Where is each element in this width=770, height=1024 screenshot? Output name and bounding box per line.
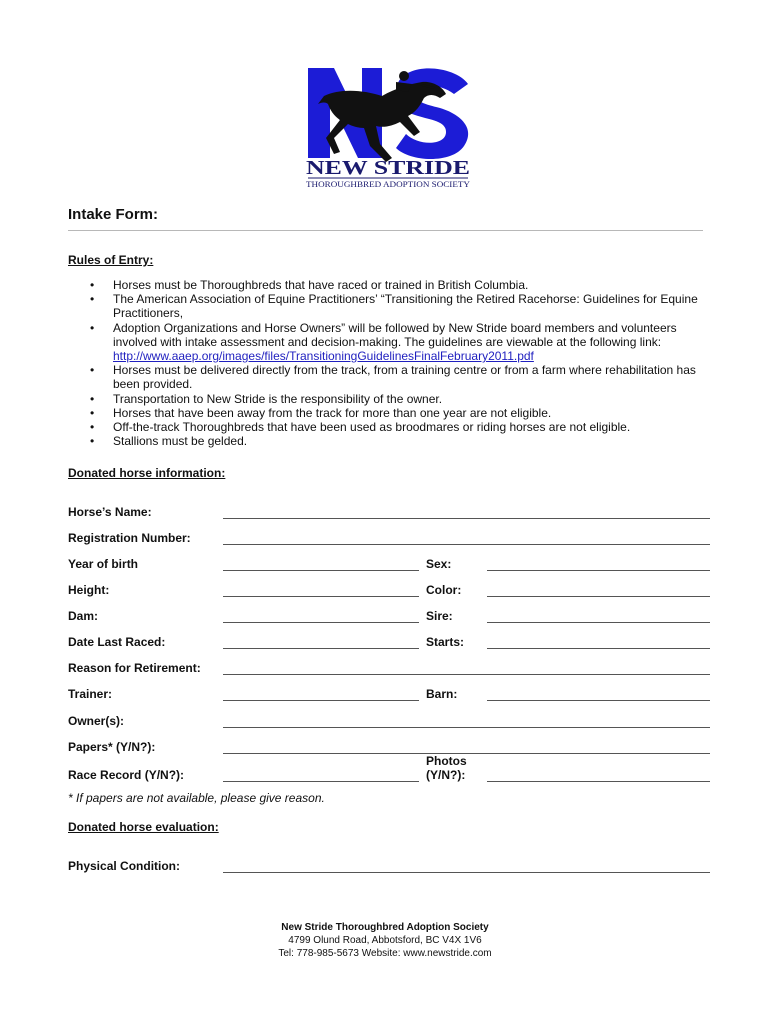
dam-field[interactable] <box>223 622 419 623</box>
new-stride-logo <box>300 62 476 190</box>
year-of-birth-label: Year of birth <box>68 557 139 571</box>
papers-note: * If papers are not available, please give reason. <box>68 791 325 805</box>
footer-org-name: New Stride Thoroughbred Adoption Society <box>281 922 489 933</box>
rule-item: • Horses that have been away from the track for more than one year are not eligible. <box>68 406 708 420</box>
photos-label: Photos (Y/N?): <box>426 754 467 782</box>
rules-heading: Rules of Entry: <box>68 253 154 267</box>
rules-list <box>68 278 708 448</box>
photos-field[interactable] <box>487 781 710 782</box>
logo-tagline: THOROUGHBRED ADOPTION SOCIETY <box>306 180 471 189</box>
sex-field[interactable] <box>487 570 710 571</box>
rule-item: • Horses must be Thoroughbreds that have raced or trained in British Columbia. <box>68 278 708 292</box>
rule-item: • Off-the-track Thoroughbreds that have been used as broodmares or riding horses are not eligible. <box>68 420 708 434</box>
physical-condition-label: Physical Condition: <box>68 859 181 873</box>
footer <box>0 921 770 960</box>
reason-for-retirement-label: Reason for Retirement: <box>68 661 201 675</box>
sire-label: Sire: <box>426 609 453 623</box>
dam-label: Dam: <box>68 609 99 623</box>
height-field[interactable] <box>223 596 419 597</box>
barn-label: Barn: <box>426 687 458 701</box>
starts-label: Starts: <box>426 635 465 649</box>
reason-for-retirement-field[interactable] <box>223 674 710 675</box>
horse-name-label: Horse’s Name: <box>68 505 152 519</box>
color-field[interactable] <box>487 596 710 597</box>
footer-address: 4799 Olund Road, Abbotsford, BC V4X 1V6 <box>288 935 482 946</box>
footer-contact: Tel: 778-985-5673 Website: www.newstride.com <box>278 948 492 959</box>
rule-item: • Transportation to New Stride is the responsibility of the owner. <box>68 392 708 406</box>
title-divider <box>68 230 703 231</box>
date-last-raced-label: Date Last Raced: <box>68 635 166 649</box>
form-title: Intake Form: <box>68 206 159 223</box>
rule-item: • Stallions must be gelded. <box>68 434 708 448</box>
race-record-field[interactable] <box>223 781 419 782</box>
starts-field[interactable] <box>487 648 710 649</box>
registration-label: Registration Number: <box>68 531 191 545</box>
registration-field[interactable] <box>223 544 710 545</box>
race-record-label: Race Record (Y/N?): <box>68 768 185 782</box>
evaluation-heading: Donated horse evaluation: <box>68 820 219 834</box>
sex-label: Sex: <box>426 557 452 571</box>
owners-field[interactable] <box>223 727 710 728</box>
horse-name-field[interactable] <box>223 518 710 519</box>
rule-item: • Horses must be delivered directly from the track, from a training centre or from a farm where rehabilitation has been provided. <box>68 363 708 391</box>
color-label: Color: <box>426 583 462 597</box>
owners-label: Owner(s): <box>68 714 125 728</box>
papers-label: Papers* (Y/N?): <box>68 740 156 754</box>
rule-item: • Adoption Organizations and Horse Owners” will be followed by New Stride board members and volunteers involved with intake assessment and decision-making. The guidelines are viewable at the following link: http://www.aaep.org/images/files/TransitioningGuidelinesFinalFebruary2011.pdf <box>68 321 708 364</box>
height-label: Height: <box>68 583 110 597</box>
donated-info-heading: Donated horse information: <box>68 466 226 480</box>
trainer-field[interactable] <box>223 700 419 701</box>
physical-condition-field[interactable] <box>223 872 710 873</box>
rule-item: • The American Association of Equine Practitioners’ “Transitioning the Retired Racehorse: Guidelines for Equine Practitioners, <box>68 292 708 320</box>
sire-field[interactable] <box>487 622 710 623</box>
date-last-raced-field[interactable] <box>223 648 419 649</box>
logo-name: NEW STRIDE <box>306 157 470 179</box>
guidelines-link[interactable]: http://www.aaep.org/images/files/TransitioningGuidelinesFinalFebruary2011.pdf <box>113 349 534 364</box>
trainer-label: Trainer: <box>68 687 113 701</box>
barn-field[interactable] <box>487 700 710 701</box>
year-of-birth-field[interactable] <box>223 570 419 571</box>
